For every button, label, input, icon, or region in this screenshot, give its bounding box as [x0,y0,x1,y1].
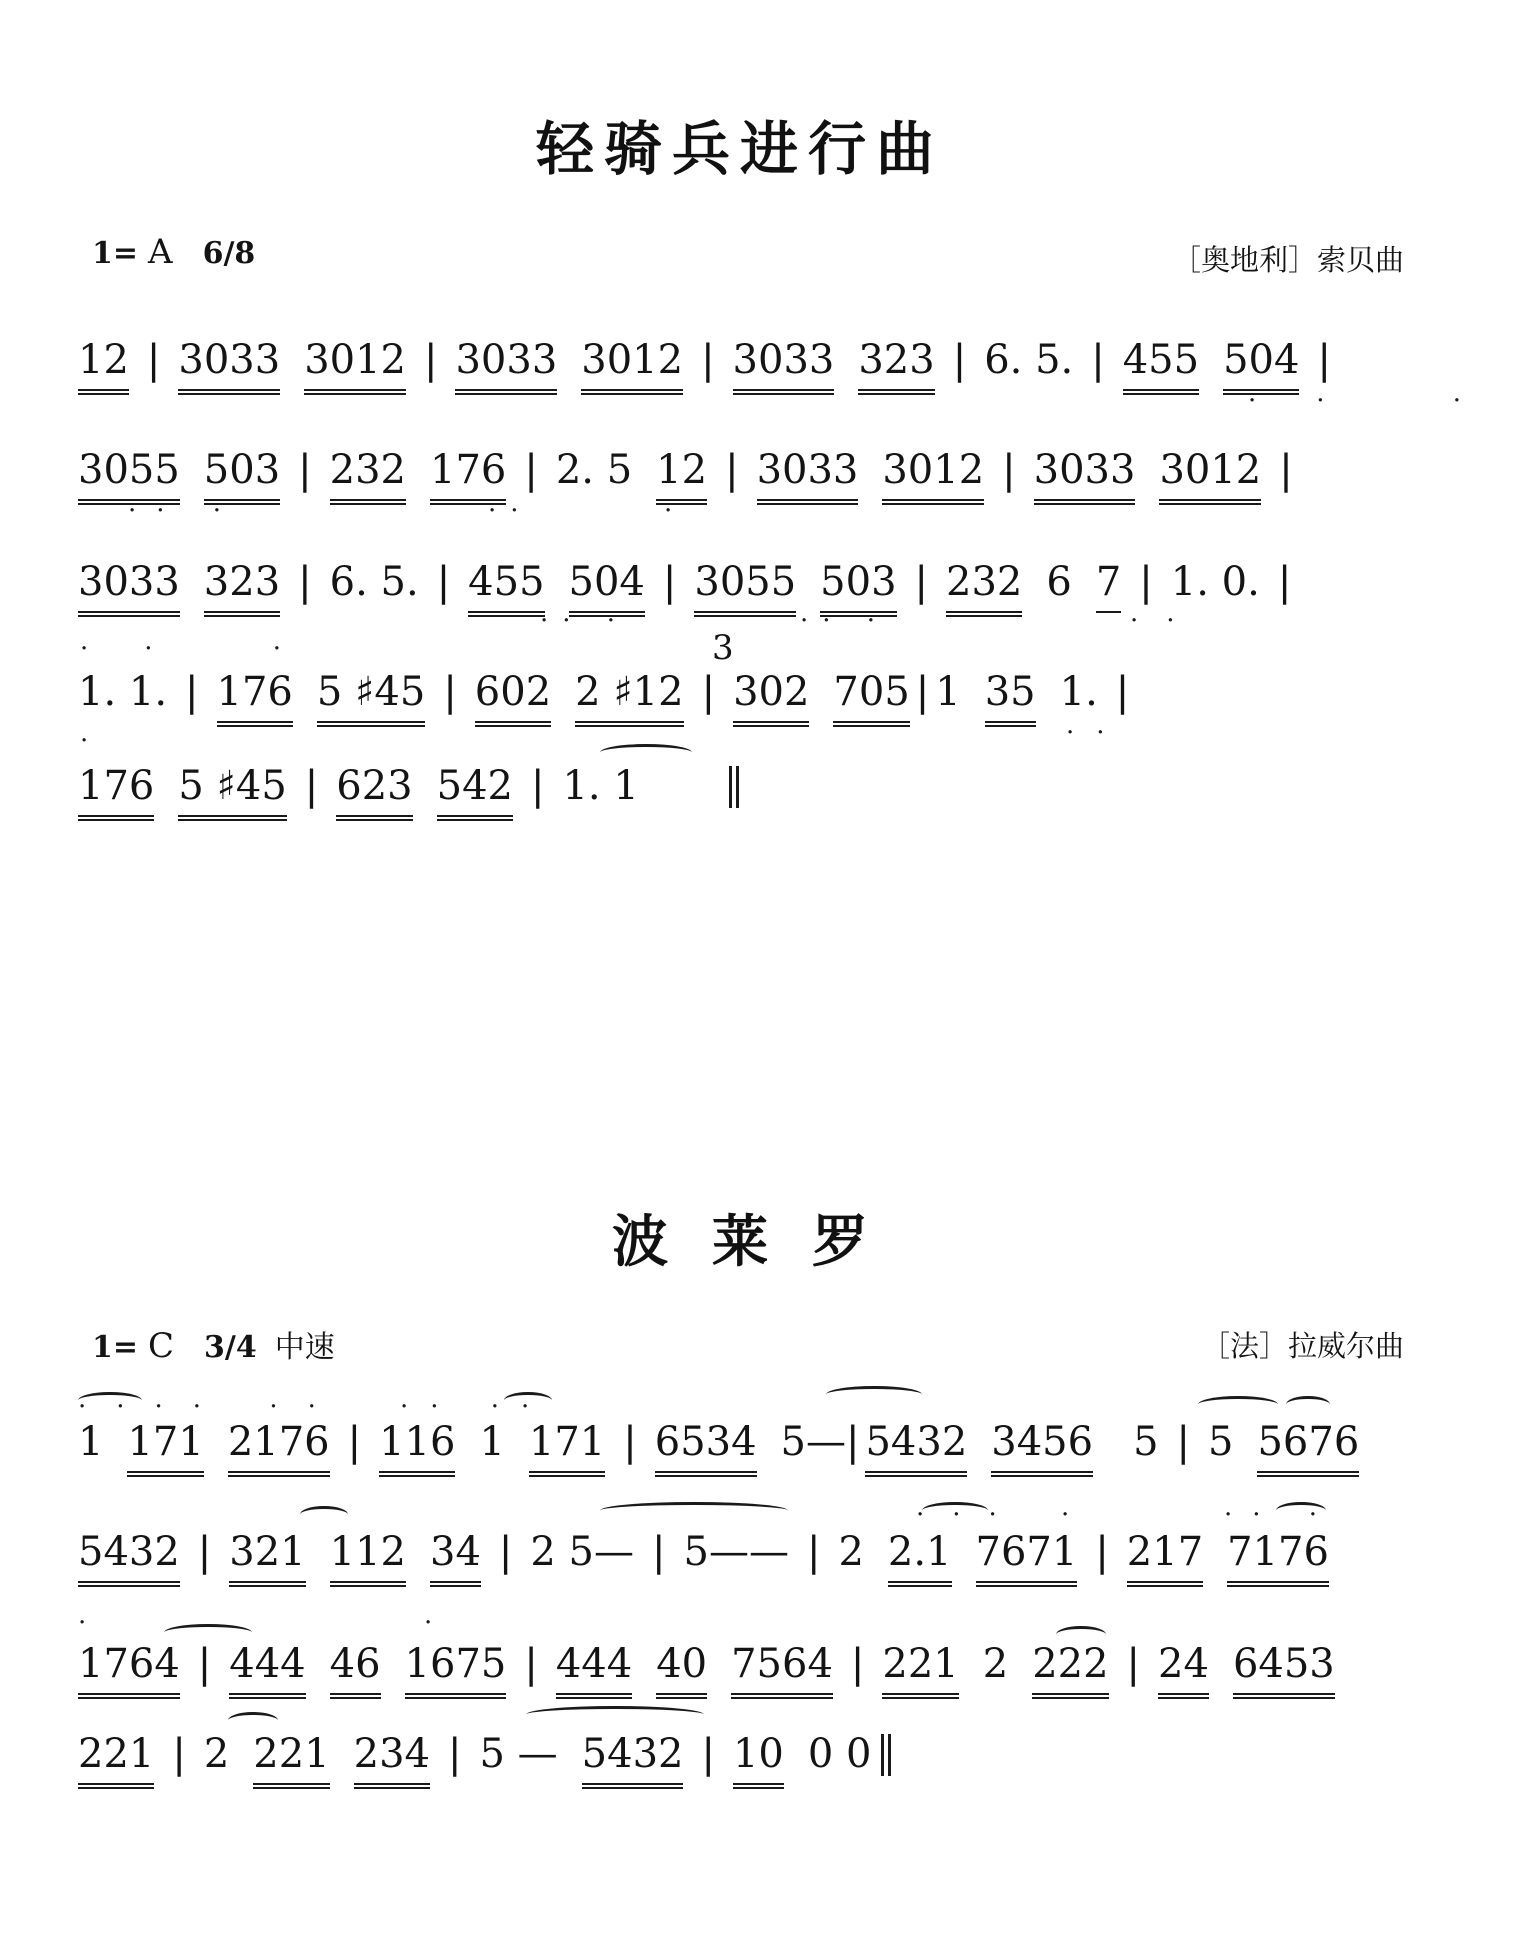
octave-dots-above: ·· ·· [400,1392,552,1422]
note-group: 3055 [78,444,180,505]
note-group: 1675 [405,1638,507,1699]
piece1-meter: 6/8 [202,236,256,271]
note-group: 455 [1123,334,1199,395]
piece2-meter: 3/4 [204,1330,257,1365]
piece2-line-2: 5432 | 321 112 34 | 2 5— | 5—— | 2 2.1 7671 | 217 7176 [78,1526,1418,1596]
note-group: 321 [229,1526,305,1587]
note-group: 171 [529,1416,605,1477]
note-group: 3033 [178,334,280,395]
note-group: 176 [430,444,506,505]
note-group: 504 [569,556,645,617]
note-group: 3033 [733,334,835,395]
piece2-composer: ［法］拉威尔曲 [1200,1329,1404,1363]
note-group: 455 [468,556,544,617]
note-group: 1764 [78,1638,180,1699]
note-group: 232 [330,444,406,505]
note-group: 46 [330,1638,381,1699]
note-group: 1. 0. [1170,559,1260,605]
note-group: 35 [985,666,1036,727]
note-group: 221 [78,1728,154,1789]
note-group: 602 [475,666,551,727]
note-group: 0 0 [807,1731,872,1777]
note-group: 302 [733,666,809,727]
note-group: 6. 5. [329,559,419,605]
final-barline [881,1734,891,1776]
note-group: 623 [336,760,412,821]
note-group: 444 [556,1638,632,1699]
note-group: 3456 [991,1416,1093,1477]
note-group: 5 ♯45 [178,760,286,821]
piece1-line-2: 3055 503 | 232 176 | 2. 5 12 | 3033 3012 | 3033 3012 | [78,444,1418,514]
tie-slur [826,1386,922,1403]
octave-dots-above: ···· ·· [78,1392,346,1422]
piece2-key-signature [92,1322,335,1366]
octave-dots-above: ·· · [1224,1500,1338,1530]
note-group: 504 [1223,334,1299,395]
note-group: 323 [858,334,934,395]
note-group: 323 [204,556,280,617]
note-group: 5432 [865,1416,967,1477]
piece1-key-note: A [148,232,173,272]
octave-dots-above: · [424,1608,493,1638]
octave-dots-above: · [78,1608,147,1638]
note-group: 1. 1 [562,763,639,809]
note-group: 7 [1096,556,1121,613]
tie-slur [228,1712,278,1729]
note-group: 2 [203,1731,230,1777]
octave-dots: · [664,496,733,526]
piece1-line-4: 1. 1. | 176 5 ♯45 | 602 2 ♯12 | 302 705 | 1 35 1. | [78,666,1418,736]
octave-dots: ·· [1130,606,1203,636]
note-group: 3033 [1034,444,1136,505]
note-group: 3012 [882,444,984,505]
final-barline [729,766,739,808]
note-group: 6 [1046,559,1072,605]
note-group: 5— [780,1419,846,1465]
note-group: 10 [733,1728,784,1789]
piece1-key-prefix: 1= [92,236,139,271]
note-group: 6453 [1233,1638,1335,1699]
octave-dots: ·· [1066,718,1127,748]
note-group: 112 [330,1526,406,1587]
note-group: 34 [430,1526,481,1587]
note-group: 3033 [455,334,557,395]
note-group: 1 [935,669,961,715]
note-group: 24 [1158,1638,1209,1699]
note-group: 3033 [757,444,859,505]
note-group: 12 [78,334,129,395]
note-group: 171 [127,1416,203,1477]
triplet-mark: 3 [712,628,734,668]
note-group: 705 [833,666,909,727]
note-group: 7564 [731,1638,833,1699]
note-group: 116 [379,1416,455,1477]
note-group: 221 [882,1638,958,1699]
note-group: 5432 [78,1526,180,1587]
note-group: 176 [78,760,154,821]
octave-dots: ·· [488,496,533,526]
octave-dots-above: · [80,726,149,756]
note-group: 7671 [976,1526,1078,1587]
note-group: 3033 [78,556,180,617]
piece2-tempo: 中速 [274,1330,335,1365]
octave-dots: ·· · [128,496,242,526]
octave-dots: ·· · [540,606,630,636]
note-group: 2 ♯12 [575,666,683,727]
note-group: 5 [1133,1419,1159,1465]
tie-slur [1286,1396,1330,1413]
note-group: 40 [656,1638,707,1699]
note-group: 12 [656,444,707,505]
note-group: 2 [838,1529,864,1575]
note-group: 7176 [1227,1526,1329,1587]
note-group: 2. 5 [555,447,633,493]
note-group: 542 [437,760,513,821]
tie-slur [300,1506,348,1523]
note-group: 6534 [655,1416,757,1477]
octave-dots-above: ··· · [916,1500,1098,1530]
note-group: 3012 [1159,444,1261,505]
note-group: 5676 [1257,1416,1359,1477]
tie-slur [526,1706,704,1723]
note-group: 1. [1059,669,1098,715]
note-group: 221 [253,1728,329,1789]
piece1-title: 轻骑兵进行曲 [535,115,944,183]
note-group: 503 [820,556,896,617]
note-group: 222 [1032,1638,1108,1699]
piece2-key-note: C [148,1326,175,1366]
note-group: 2 [982,1641,1009,1687]
note-group: 176 [217,666,293,727]
piece1-key-signature [92,232,255,272]
piece2-key-prefix: 1= [92,1330,139,1365]
note-group: 3012 [581,334,683,395]
note-group: 444 [229,1638,305,1699]
note-group: 5 [1208,1419,1234,1465]
piece2-title: 波莱罗 [612,1210,912,1275]
tie-slur [600,744,692,761]
note-group: 5 — [479,1731,558,1777]
note-group: 2 5— [530,1529,635,1575]
tie-slur [1198,1396,1278,1413]
octave-dots: ·· · [800,606,890,636]
note-group: 3055 [694,556,796,617]
note-group: 1. 1. [78,669,168,715]
note-group: 232 [946,556,1022,617]
note-group: 1 [479,1419,505,1465]
note-group: 217 [1127,1526,1203,1587]
note-group: 1 [78,1419,104,1465]
note-group: 234 [354,1728,430,1789]
note-group: 5 ♯45 [317,666,425,727]
piece1-line-1: 12 | 3033 3012 | 3033 3012 | 3033 323 | 6. 5. | 455 504 | [78,334,1418,404]
note-group: 3012 [304,334,406,395]
piece1-line-5: 176 5 ♯45 | 623 542 | 1. 1 [78,760,1418,830]
note-group: 5—— [683,1529,789,1575]
note-group: 5432 [582,1728,684,1789]
piece2-line-1: 1 171 2176 | 116 1 171 | 6534 5— | 5432 3456 5 | 5 5676 [78,1416,1418,1486]
piece2-line-4: 221 | 2 221 234 | 5 — 5432 | 10 0 0 [78,1728,1418,1798]
octave-dots: ·· · [1248,386,1521,416]
piece2-line-3: 1764 | 444 46 1675 | 444 40 7564 | 221 2 222 | 24 6453 [78,1638,1418,1708]
note-group: 2.1 [888,1526,952,1587]
piece1-composer: ［奥地利］索贝曲 [1171,243,1404,277]
note-group: 503 [204,444,280,505]
tie-slur [600,1502,788,1519]
note-group: 2176 [228,1416,330,1477]
octave-dots-above: ·· · [80,634,338,664]
piece1-line-3: 3033 323 | 6. 5. | 455 504 | 3055 503 | 232 6 7 | 1. 0. | [78,556,1418,626]
note-group: 6. 5. [984,337,1074,383]
